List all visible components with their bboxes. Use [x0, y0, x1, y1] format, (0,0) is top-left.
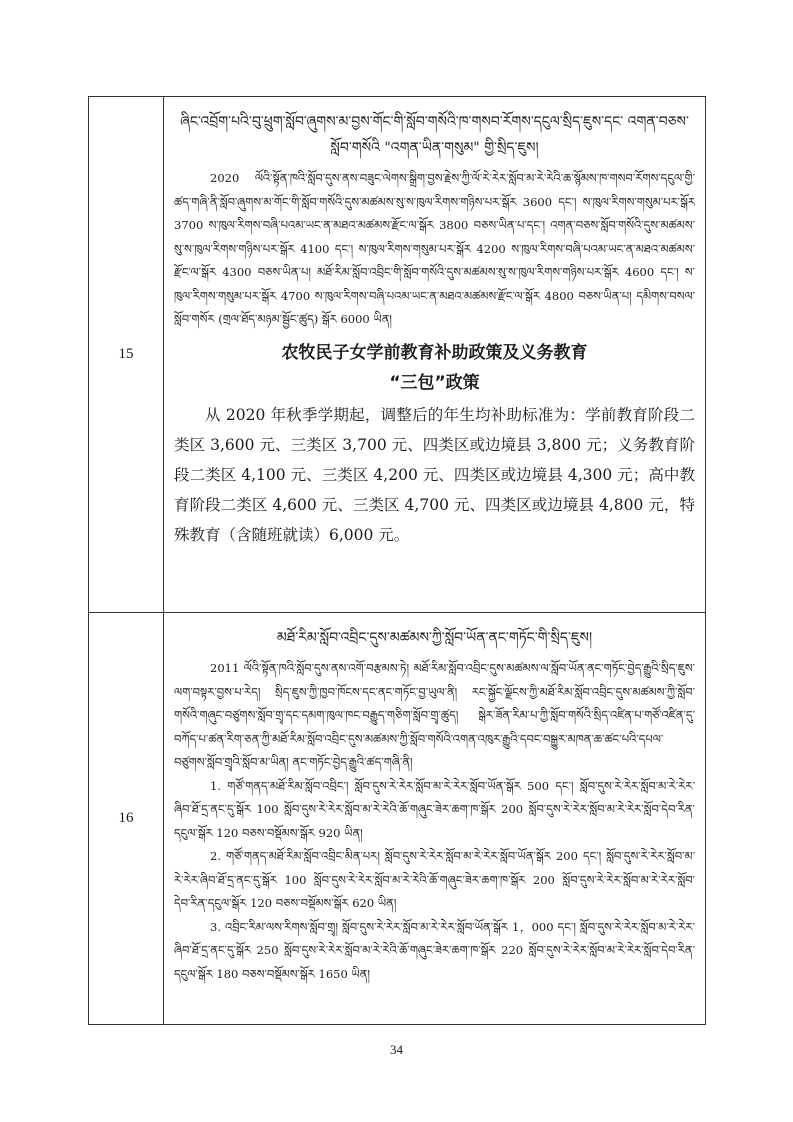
- chinese-heading-line-1: 农牧民子女学前教育补助政策及义务教育: [281, 342, 588, 363]
- list-item: 1. གཙོ་གནད་མཐོ་རིམ་སློབ་འབྲིང་། སློབ་དུས་རེ་རེར་སློབ་མ་རེ་རེར་སློབ་ཡོན་སྒོར 500 དང་། སློབ་དུས་རེ་རེར་སློབ་མ་རེ་རེར་ཞིབ་ཐོ་དྲ་ནང་དུ་སྒོར 100 སློབ་དུས་རེ་རེར་སློབ་མ་རེ་རེའི་ཆོ་གཞུང་ཟེར་ཆག་ཁ་སྒོར 200 སློབ་དུས་རེ་རེར་སློབ་མ་རེ་རེར་སློབ་དེབ་རིན་དངུལ་སྒོར 120 བཅས་བསྡོམས་སྒོར 920 ཡིན།: [174, 778, 695, 840]
- chinese-heading-line-2: “三包”政策: [389, 372, 480, 393]
- list-item: 3. འབྲིང་རིམ་ལས་རིགས་སློབ་གྲྭ། སློབ་དུས་རེ་རེར་སློབ་མ་རེ་རེར་སློབ་ཡོན་སྒོར 1，000 དང་། སློབ་དུས་རེ་རེར་སློབ་མ་རེ་རེར་ཞིབ་ཐོ་དྲ་ནང་དུ་སྒོར 250 སློབ་དུས་རེ་རེར་སློབ་མ་རེ་རེའི་ཆོ་གཞུང་ཟེར་ཆག་ཁ་སྒོར 220 སློབ་དུས་རེ་རེར་སློབ་མ་རེ་རེར་སློབ་དེབ་རིན་དངུལ་སྒོར 180 བཅས་བསྡོམས་སྒོར 1650 ཡིན།: [174, 919, 695, 981]
- row-content: [164, 97, 706, 613]
- tibetan-paragraph: 2020 ལོའི་སྟོན་ཁའི་སློབ་དུས་ནས་བཟུང་ལེགས་སྒྲིག་བྱས་རྗེས་ཀྱི་ལོ་རེ་རེར་སློབ་མ་རེ་རེའི་ཆ་སྙོམས་ཁ་གསབ་རོགས་དངུལ་གྱི་ཚད་གཞི་ནི་སློབ་ཞུགས་མ་གོང་གི་སློབ་གསོའི་དུས་མཚམས་སུ་ས་ཁུལ་རིགས་གཉིས་པར་སྒོར 3600 དང་། ས་ཁུལ་རིགས་གསུམ་པར་སྒོར 3700 ས་ཁུལ་རིགས་བཞི་པའམ་ཡང་ན་མཐའ་མཚམས་རྫོང་ལ་སྒོར 3800 བཅས་ཡིན་པ་དང་། འགན་བཅས་སློབ་གསོའི་དུས་མཚམས་སུ་ས་ཁུལ་རིགས་གཉིས་པར་སྒོར 4100 དང་། ས་ཁུལ་རིགས་གསུམ་པར་སྒོར 4200 ས་ཁུལ་རིགས་བཞི་པའམ་ཡང་ན་མཐའ་མཚམས་རྫོང་ལ་སྒོར 4300 བཅས་ཡིན་པ། མཐོ་རིམ་སློབ་འབྲིང་གི་སློབ་གསོའི་དུས་མཚམས་སུ་ས་ཁུལ་རིགས་གཉིས་པར་སྒོར 4600 དང་། ས་ཁུལ་རིགས་གསུམ་པར་སྒོར 4700 ས་ཁུལ་རིགས་བཞི་པའམ་ཡང་ན་མཐའ་མཚམས་རྫོང་ལ་སྒོར 4800 བཅས་ཡིན་པ། དམིགས་བསལ་སློབ་གསོར (གྲལ་ཐོད་མཉམ་སྦྱོང་ཚུད) སྒོར 6000 ཡིན།: [174, 171, 695, 326]
- policy-table: [88, 96, 706, 1025]
- page-number: 34: [390, 1042, 403, 1057]
- table-row: [89, 97, 706, 613]
- chinese-paragraph: 从 2020 年秋季学期起，调整后的年生均补助标准为：学前教育阶段二类区 3,600 元、三类区 3,700 元、四类区或边境县 3,800 元；义务教育阶段二类区 4,100 元、三类区 4,200 元、四类区或边境县 4,300 元；高中教育阶段二类区 4,600 元、三类区 4,700 元、四类区或边境县 4,800 元，特殊教育（含随班就读）6,000 元。: [174, 405, 695, 544]
- table-row: [89, 613, 706, 1025]
- row-content: [164, 613, 706, 1025]
- tibetan-heading: མཐོ་རིམ་སློབ་འབྲིང་དུས་མཚམས་ཀྱི་སློབ་ཡོན་ནང་གཏོང་གི་སྲིད་ཇུས།: [276, 630, 593, 646]
- tibetan-heading: ཞིང་འབྲོག་པའི་བུ་ཕྲུག་སློབ་ཞུགས་མ་བྱས་གོང་གི་སློབ་གསོའི་ཁ་གསབ་རོགས་དངུལ་སྲིད་ཇུས་དང་ འགན་བཅས་སློབ་གསོའི "འགན་ཡིན་གསུམ" གྱི་སྲིད་ཇུས།: [180, 114, 689, 156]
- tibetan-paragraph: 2011 ལོའི་སྟོན་ཁའི་སློབ་དུས་ནས་འགོ་བརྩམས་ཏེ། མཐོ་རིམ་སློབ་འབྲིང་དུས་མཚམས་ལ་སློབ་ཡོན་ནང་གཏོང་བྱེད་རྒྱུའི་སྲིད་ཇུས་ལག་བསྟར་བྱས་པ་རེད། སྲིད་ཇུས་ཀྱི་ཁྱབ་ཁོངས་དང་ནང་གཏོང་བྱ་ཡུལ་ནི། རང་སྐྱོང་ལྗོངས་ཀྱི་མཐོ་རིམ་སློབ་འབྲིང་དུས་མཚམས་ཀྱི་སློབ་གསོའི་གཞུང་བཙུགས་སློབ་གྲྭ་དང་དམག་ཁུལ་ཁང་བརྒྱུད་གཅིག་སློབ་གྲྭ་ཚུད། སྒེར་ཟོན་རིམ་པ་ཀྱི་སློབ་གསོའི་སྲིད་འཛིན་པ་གཙོ་འཛིན་དུ་བཀོད་པ་ཚན་རིག་ཅན་ཀྱི་མཐོ་རིམ་སློབ་འབྲིང་དུས་མཚམས་ཀྱི་སློབ་གསོའི་འགན་འཁུར་རྒྱུའི་དབང་བསྒྱུར་མཁན་ཆ་ཚང་པའི་དཔལ་བཙུགས་སློབ་གྲྭའི་སློབ་མ་ཡིན། ནང་གཏོང་བྱེད་རྒྱུའི་ཚད་གཞི་ནི།: [174, 661, 695, 769]
- list-item: 2. གཙོ་གནད་མཐོ་རིམ་སློབ་འབྲིང་མིན་པར། སློབ་དུས་རེ་རེར་སློབ་མ་རེ་རེར་སློབ་ཡོན་སྒོར 200 དང་། སློབ་དུས་རེ་རེར་སློབ་མ་རེ་རེར་ཞིབ་ཐོ་དྲ་ནང་དུ་སྒོར 100 སློབ་དུས་རེ་རེར་སློབ་མ་རེ་རེའི་ཆོ་གཞུང་ཟེར་ཆག་ཁ་སྒོར 200 སློབ་དུས་རེ་རེར་སློབ་མ་རེ་རེར་སློབ་དེབ་རིན་དངུལ་སྒོར 120 བཅས་བསྡོམས་སྒོར 620 ཡིན།: [174, 849, 695, 910]
- row-number: 15: [89, 97, 164, 613]
- row-number: 16: [89, 613, 164, 1025]
